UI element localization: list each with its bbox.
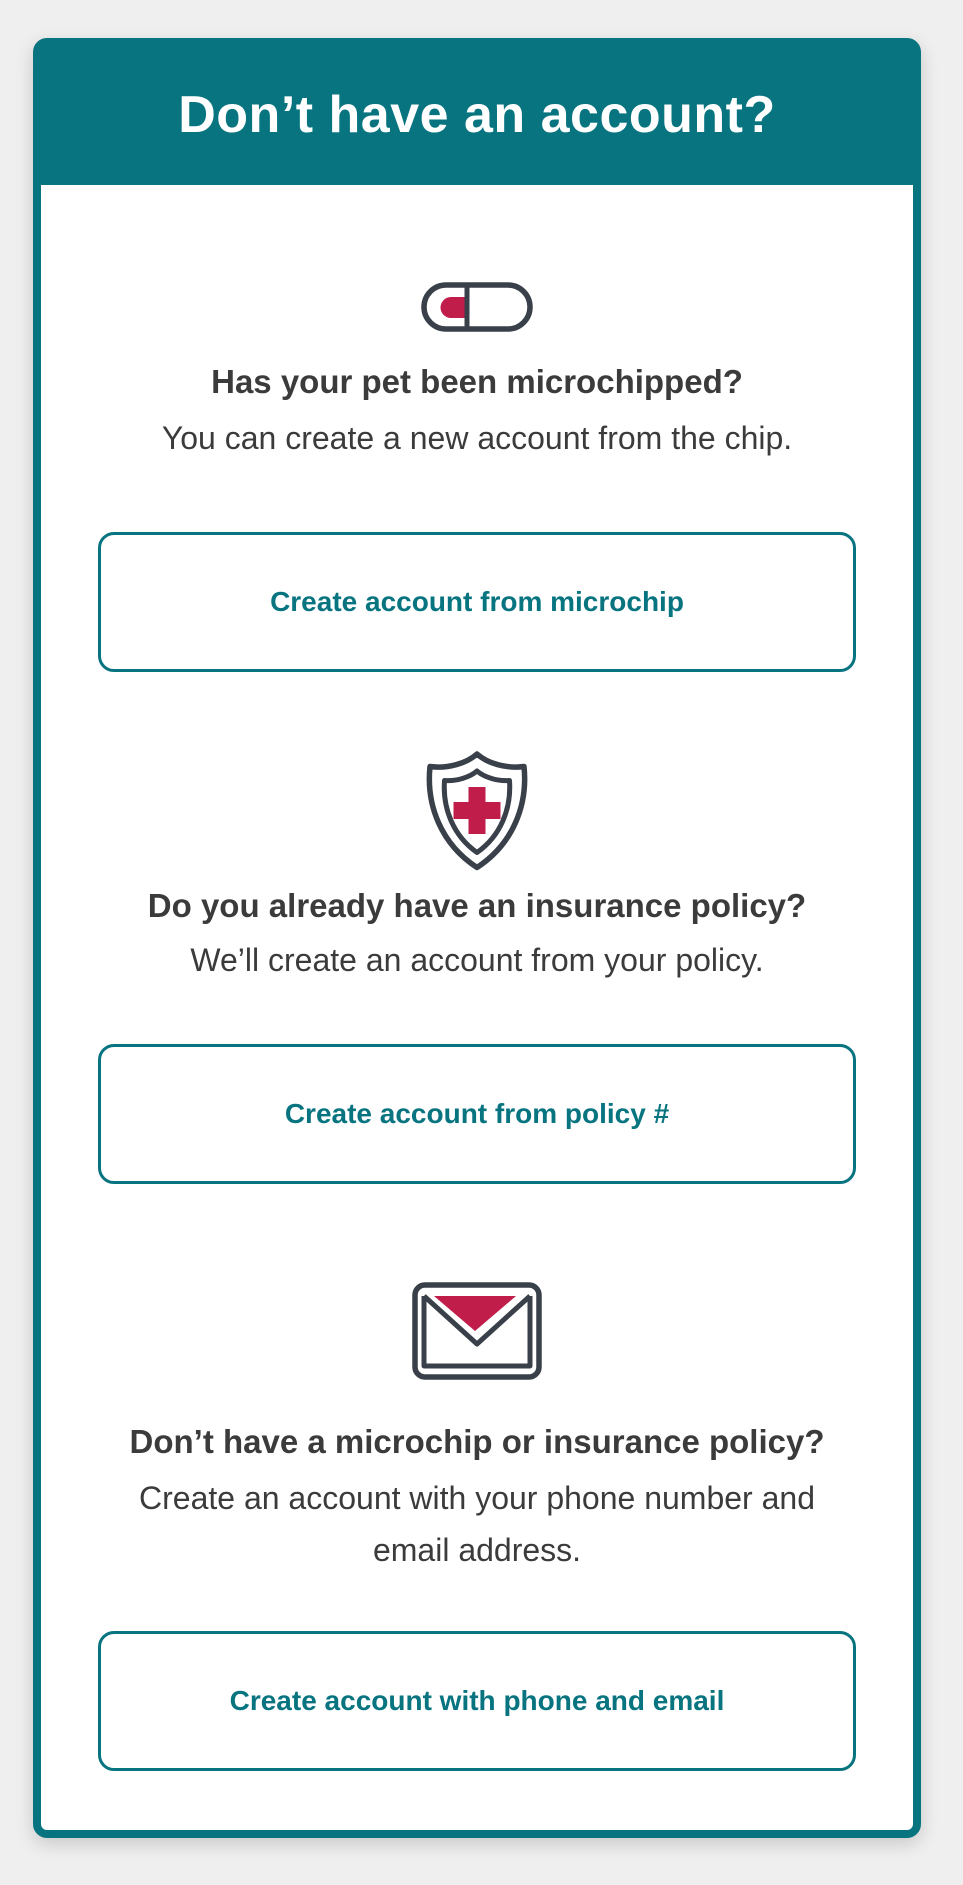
policy-description: We’ll create an account from your policy.: [190, 942, 764, 978]
policy-section: [41, 672, 913, 1184]
microchip-section: [41, 185, 913, 672]
pill-icon: [421, 282, 533, 332]
signup-options-card: [33, 38, 921, 1838]
envelope-icon: [412, 1282, 542, 1380]
create-with-phone-email-button[interactable]: Create account with phone and email: [98, 1631, 856, 1771]
email-heading: Don’t have a microchip or insurance policy?: [129, 1423, 825, 1460]
email-section: [41, 1184, 913, 1771]
card-body: [41, 185, 913, 1829]
microchip-heading: Has your pet been microchipped?: [211, 363, 743, 400]
card-header: [40, 45, 914, 185]
email-description: Create an account with your phone number and email address.: [139, 1480, 815, 1568]
card-title: Don’t have an account?: [178, 86, 776, 144]
create-from-microchip-button[interactable]: Create account from microchip: [98, 532, 856, 672]
shield-cross-icon: [411, 750, 543, 872]
microchip-description: You can create a new account from the chip.: [161, 420, 793, 456]
create-from-policy-button[interactable]: Create account from policy #: [98, 1044, 856, 1184]
policy-heading: Do you already have an insurance policy?: [147, 887, 807, 924]
